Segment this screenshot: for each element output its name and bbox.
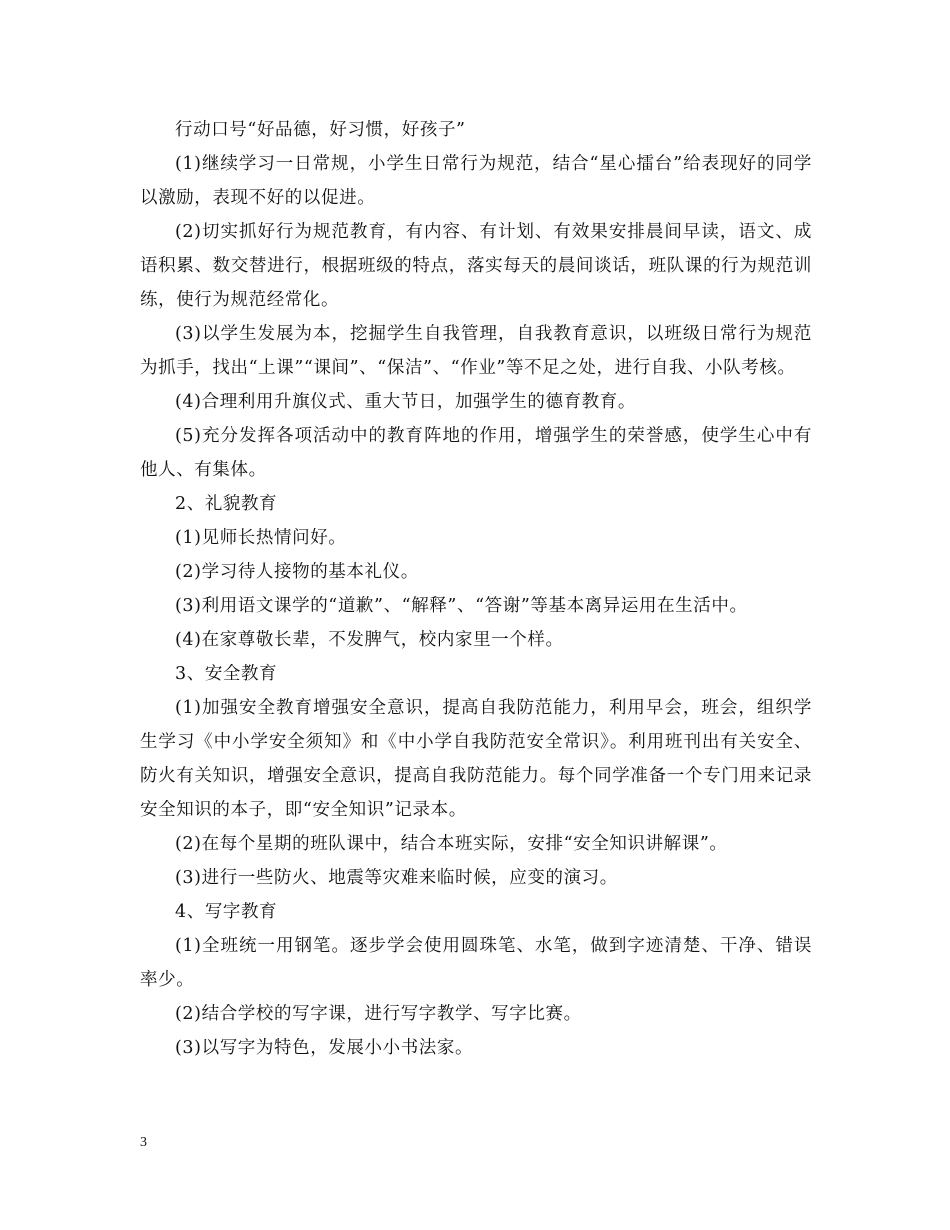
document-body	[140, 113, 812, 1065]
paragraph-item: (2)结合学校的写字课，进行写字教学、写字比赛。	[175, 1004, 582, 1024]
paragraph-item: (2)学习待人接物的基本礼仪。	[175, 562, 419, 582]
section-heading-writing: 4、写字教育	[175, 902, 278, 922]
paragraph-item: (4)合理利用升旗仪式、重大节日，加强学生的德育教育。	[175, 392, 636, 412]
paragraph-item: (3)以写字为特色，发展小小书法家。	[175, 1038, 474, 1058]
paragraph-item: (2)切实抓好行为规范教育，有内容、有计划、有效果安排晨间早读，语文、成语积累、数交替进行，根据班级的特点，落实每天的晨间谈话，班队课的行为规范训练，使行为规范经常化。	[140, 222, 812, 310]
paragraph-item: (3)以学生发展为本，挖掘学生自我管理，自我教育意识，以班级日常行为规范为抓手，找出“上课”“课间”、“保洁”、“作业”等不足之处，进行自我、小队考核。	[140, 324, 812, 378]
paragraph-item: (1)继续学习一日常规，小学生日常行为规范，结合“星心擂台”给表现好的同学以激励，表现不好的以促进。	[140, 154, 812, 208]
paragraph-item: (1)加强安全教育增强安全意识，提高自我防范能力，利用早会，班会，组织学生学习《中小学安全须知》和《中小学自我防范安全常识》。利用班刊出有关安全、防火有关知识，增强安全意识，提高自我防范能力。每个同学准备一个专门用来记录安全知识的本子，即“安全知识”记录本。	[140, 698, 812, 820]
paragraph-item: (3)进行一些防火、地震等灾难来临时候，应变的演习。	[175, 868, 618, 888]
paragraph-item: (4)在家尊敬长辈，不发脾气，校内家里一个样。	[175, 630, 564, 650]
paragraph-item: (3)利用语文课学的“道歉”、“解释”、“答谢”等基本离异运用在生活中。	[175, 596, 748, 616]
paragraph-item: (1)见师长热情问好。	[175, 528, 347, 548]
paragraph-item: (5)充分发挥各项活动中的教育阵地的作用，增强学生的荣誉感，使学生心中有他人、有集体。	[140, 426, 812, 480]
paragraph-item: (2)在每个星期的班队课中，结合本班实际，安排“安全知识讲解课”。	[175, 834, 728, 854]
paragraph-item: (1)全班统一用钢笔。逐步学会使用圆珠笔、水笔，做到字迹清楚、干净、错误率少。	[140, 936, 812, 990]
paragraph-slogan: 行动口号“好品德，好习惯，好孩子”	[175, 120, 466, 140]
section-heading-etiquette: 2、礼貌教育	[175, 494, 278, 514]
page-number: 3	[140, 1135, 147, 1150]
section-heading-safety: 3、安全教育	[175, 664, 278, 684]
